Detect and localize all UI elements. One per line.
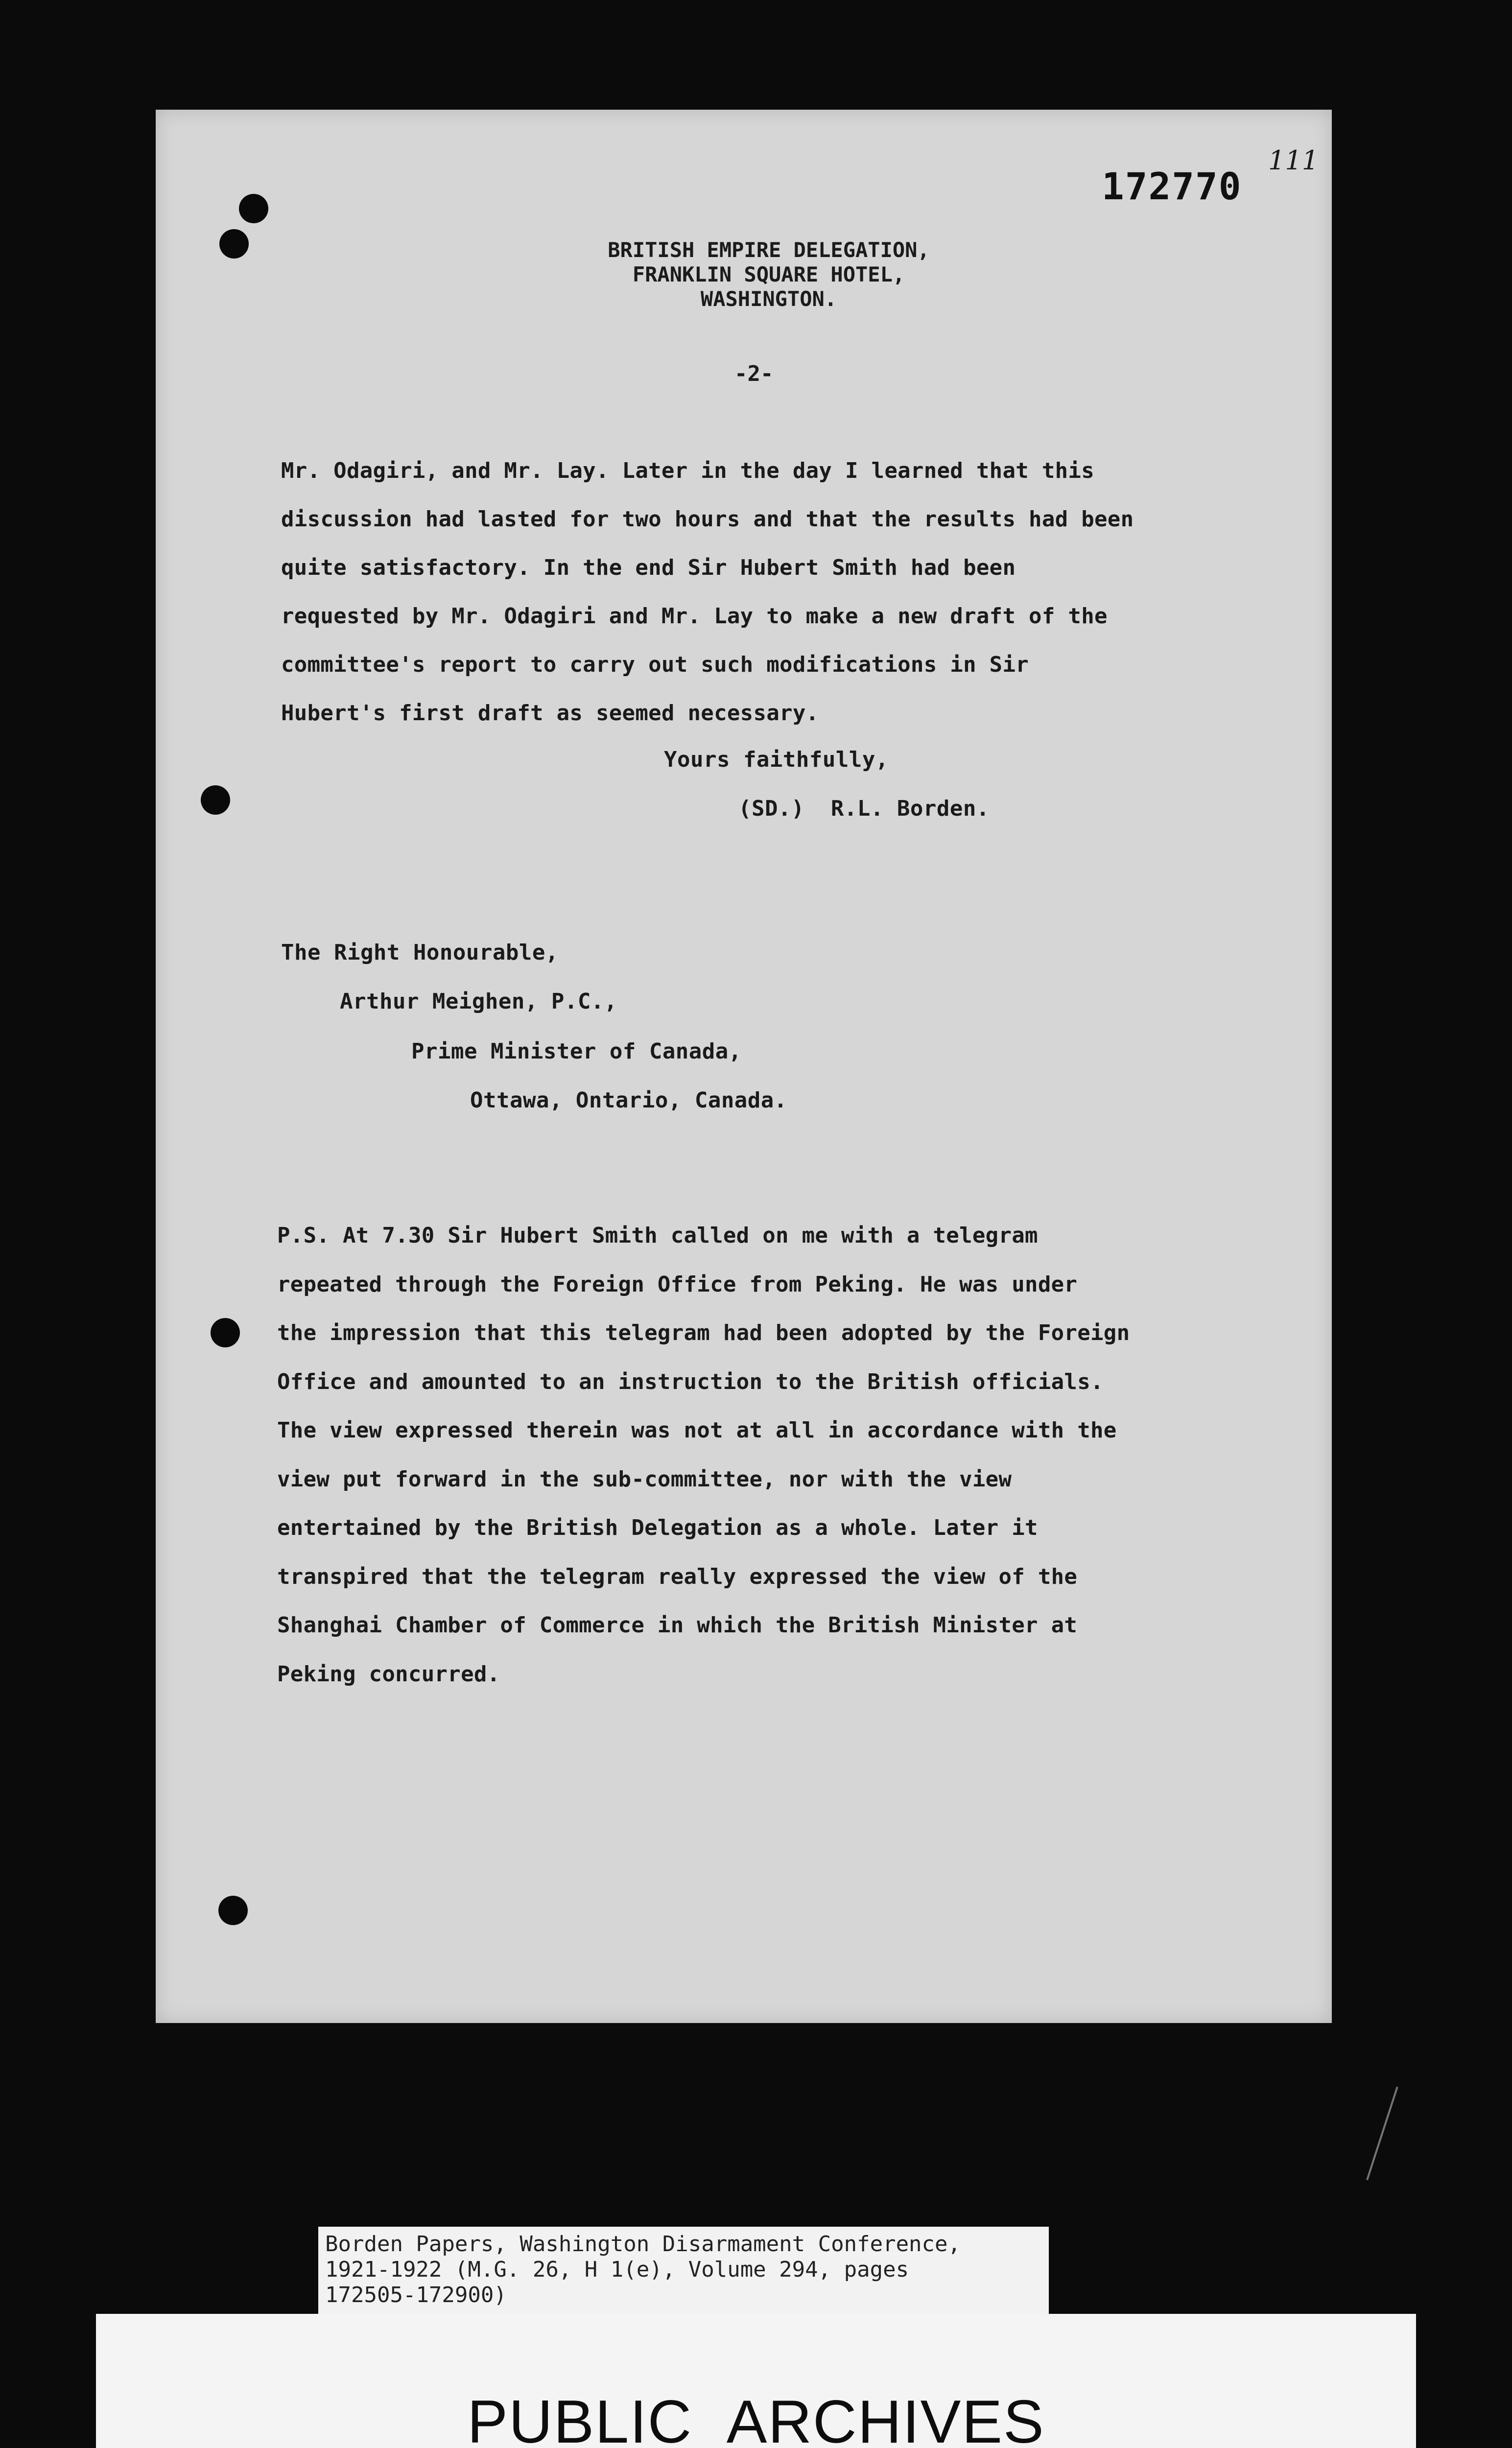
- handwritten-folio-number: 111: [1268, 145, 1319, 176]
- body-line: requested by Mr. Odagiri and Mr. Lay to make a new draft of the: [281, 604, 1108, 629]
- postscript-line: Office and amounted to an instruction to the British officials.: [277, 1369, 1104, 1394]
- citation-line: 172505-172900): [325, 2283, 507, 2307]
- document-page: [156, 110, 1332, 2023]
- stamp-line: PUBLIC ARCHIVES: [467, 2388, 1045, 2448]
- postscript-line: Peking concurred.: [277, 1661, 500, 1687]
- postscript-line: the impression that this telegram had been adopted by the Foreign: [277, 1320, 1130, 1345]
- punch-hole: [201, 785, 230, 815]
- postscript: [277, 1211, 1256, 1698]
- body-line: discussion had lasted for two hours and that the results had been: [281, 507, 1134, 532]
- body-line: quite satisfactory. In the end Sir Hubert Smith had been: [281, 555, 1016, 580]
- postscript-line: repeated through the Foreign Office from Peking. He was under: [277, 1271, 1078, 1297]
- punch-hole: [211, 1318, 240, 1347]
- postscript-line: entertained by the British Delegation as a whole. Later it: [277, 1515, 1038, 1540]
- body-line: committee's report to carry out such modifications in Sir: [281, 652, 1029, 677]
- postscript-line: view put forward in the sub-committee, nor with the view: [277, 1466, 1012, 1492]
- postscript-line: transpired that the telegram really expressed the view of the: [277, 1564, 1078, 1589]
- address-line: The Right Honourable,: [281, 940, 559, 965]
- citation-line: 1921-1922 (M.G. 26, H 1(e), Volume 294, pages: [325, 2257, 909, 2282]
- film-scratch: [1366, 2087, 1454, 2199]
- postscript-line: P.S. At 7.30 Sir Hubert Smith called on me with a telegram: [277, 1223, 1038, 1248]
- body-line: Hubert's first draft as seemed necessary.: [281, 701, 819, 726]
- citation-line: Borden Papers, Washington Disarmament Conference,: [325, 2232, 961, 2257]
- address-line: Arthur Meighen, P.C.,: [340, 989, 617, 1014]
- letterhead-line: BRITISH EMPIRE DELEGATION,: [608, 238, 930, 262]
- postscript-line: Shanghai Chamber of Commerce in which the British Minister at: [277, 1613, 1078, 1638]
- archives-stamp: [96, 2314, 1416, 2448]
- letterhead-line: FRANKLIN SQUARE HOTEL,: [632, 262, 905, 286]
- punch-hole: [219, 229, 249, 259]
- body-line: Mr. Odagiri, and Mr. Lay. Later in the day I learned that this: [281, 458, 1094, 483]
- letterhead-line: WASHINGTON.: [700, 287, 837, 311]
- signature: (SD.) R.L. Borden.: [738, 796, 990, 821]
- letterhead: [563, 238, 974, 311]
- page-number: -2-: [734, 361, 774, 386]
- punch-hole: [218, 1896, 248, 1925]
- valediction: Yours faithfully,: [664, 747, 889, 772]
- document-number: 172770: [1102, 165, 1242, 208]
- body-paragraph: [281, 447, 1260, 737]
- address-line: Prime Minister of Canada,: [411, 1039, 742, 1064]
- punch-hole: [239, 194, 268, 223]
- citation-label: [318, 2227, 1049, 2315]
- address-line: Ottawa, Ontario, Canada.: [470, 1088, 787, 1113]
- postscript-line: The view expressed therein was not at all in accordance with the: [277, 1418, 1117, 1443]
